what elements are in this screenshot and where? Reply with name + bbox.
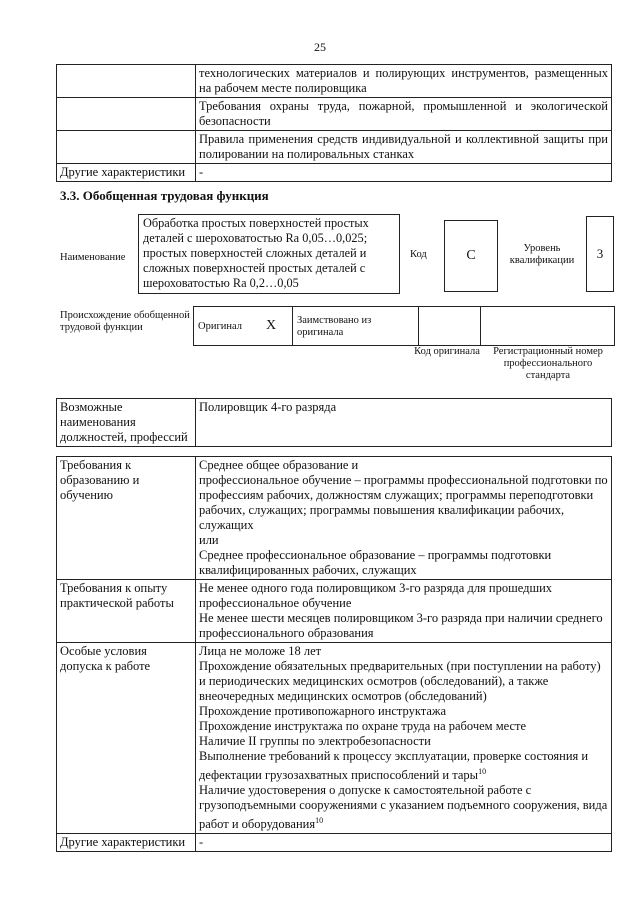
requirement-label: Требования к образованию и обучению	[57, 457, 196, 580]
name-value: Обработка простых поверхностей простых деталей с шероховатостью Ra 0,05…0,025; простых поверхностей сложных деталей и сложных поверхностей простых деталей с шероховатостью Ra 0,2…0,05	[138, 214, 400, 294]
original-label: Оригинал	[198, 321, 242, 332]
requirement-line: Прохождение инструктажа по охране труда на рабочем месте	[199, 719, 527, 733]
footnote-ref: 10	[478, 767, 487, 776]
origin-label: Происхождение обобщенной трудовой функции	[60, 310, 190, 333]
requirement-line	[199, 749, 608, 783]
code-label: Код	[410, 249, 427, 260]
requirement-line: Среднее общее образование и	[199, 458, 359, 472]
requirement-text: Наличие удостоверения о допуске к самостоятельной работе с грузоподъемными сооружениями с указанием подъемного сооружения, вида работ и оборудования	[199, 783, 608, 832]
code-value: C	[444, 220, 498, 292]
requirement-line	[199, 783, 608, 832]
name-label: Наименование	[60, 252, 126, 263]
requirement-line: Не менее одного года полировщиком 3-го разряда для прошедших профессиональное обучение	[199, 581, 553, 610]
table-row	[57, 399, 612, 447]
table-row	[57, 164, 612, 182]
requirement-line: Не менее шести месяцев полировщиком 3-го разряда при наличии среднего профессионального образования	[199, 611, 603, 640]
requirement-value	[196, 457, 612, 580]
table-cell-value: -	[196, 164, 612, 182]
original-mark: X	[266, 318, 277, 333]
table-row	[57, 834, 612, 852]
level-label: Уровень квалификации	[509, 243, 575, 266]
requirement-line: Прохождение обязательных предварительных (при поступлении на работу) и периодических медицинских осмотров (обследований), а также внеочередных медицинских осмотров (обследований)	[199, 659, 601, 703]
table-cell-value: Правила применения средств индивидуальной и коллективной защиты при полировании на полировальных станках	[196, 131, 612, 164]
origin-box	[193, 306, 615, 346]
table-cell-label	[57, 98, 196, 131]
footnote-ref: 10	[315, 816, 324, 826]
table-row	[57, 457, 612, 580]
positions-label: Возможные наименования должностей, профессий	[57, 399, 196, 447]
positions-value: Полировщик 4-го разряда	[196, 399, 612, 447]
borrowed-label: Заимствовано из оригинала	[297, 315, 372, 338]
table-row	[57, 131, 612, 164]
requirement-line: Прохождение противопожарного инструктажа	[199, 704, 447, 718]
requirement-label: Требования к опыту практической работы	[57, 580, 196, 643]
requirement-value	[196, 580, 612, 643]
table-cell-value: Требования охраны труда, пожарной, промышленной и экологической безопасности	[196, 98, 612, 131]
requirement-value	[196, 834, 612, 852]
code-original-caption: Код оригинала	[414, 346, 480, 357]
table-row	[57, 580, 612, 643]
requirement-line: Наличие II группы по электробезопасности	[199, 734, 431, 748]
table-row	[57, 98, 612, 131]
requirement-label: Другие характеристики	[57, 834, 196, 852]
requirement-line: -	[199, 835, 204, 850]
requirement-line: или	[199, 533, 219, 547]
requirement-line: профессиональное обучение – программы профессиональной подготовки по профессиям рабочих, должностям служащих; программы переподготовки рабочих, служащих; программы повышения квалификации рабочих, служащих	[199, 473, 608, 532]
requirement-value	[196, 643, 612, 834]
divider	[418, 307, 419, 345]
requirement-line: Среднее профессиональное образование – программы подготовки квалифицированных рабочих, служащих	[199, 548, 552, 577]
requirements-table	[56, 456, 612, 852]
table-cell-value: технологических материалов и полирующих инструментов, размещенных на рабочем месте полировщика	[196, 65, 612, 98]
divider	[292, 307, 293, 345]
positions-table	[56, 398, 612, 447]
table-cell-label: Другие характеристики	[57, 164, 196, 182]
reg-number-caption: Регистрационный номер профессионального стандарта	[493, 346, 603, 381]
table-cell-label	[57, 65, 196, 98]
level-value: 3	[586, 216, 614, 292]
requirement-label: Особые условия допуска к работе	[57, 643, 196, 834]
top-table	[56, 64, 612, 182]
table-cell-label	[57, 131, 196, 164]
requirement-text: Выполнение требований к процессу эксплуатации, проверке состояния и дефектации грузозахватных приспособлений и тары	[199, 749, 589, 783]
page-number: 25	[314, 40, 326, 54]
divider	[480, 307, 481, 345]
section-title: 3.3. Обобщенная трудовая функция	[60, 188, 269, 203]
table-row	[57, 65, 612, 98]
requirement-line: Лица не моложе 18 лет	[199, 644, 322, 658]
table-row	[57, 643, 612, 834]
